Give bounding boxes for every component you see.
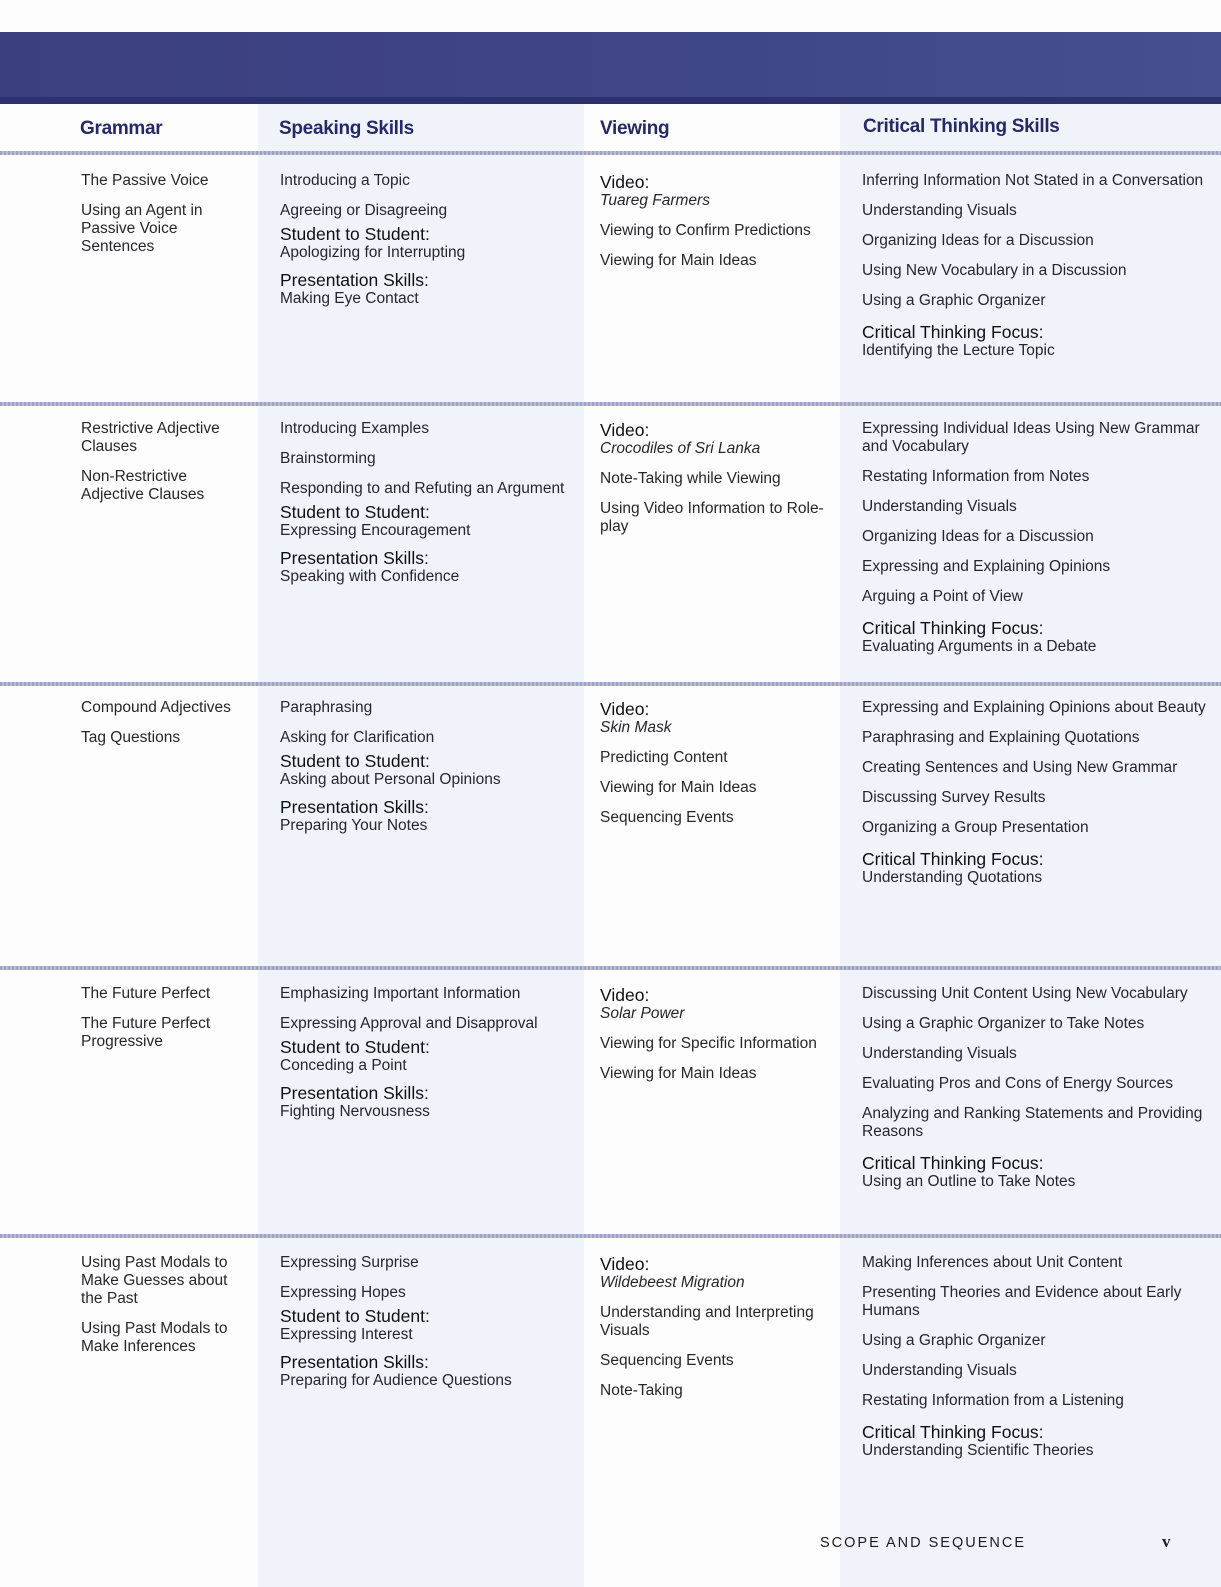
grammar-cell — [81, 985, 251, 1063]
video-title: Wildebeest Migration — [600, 1274, 745, 1291]
critical-focus-value: Understanding Scientific Theories — [862, 1442, 1094, 1459]
viewing-cell — [600, 985, 830, 1095]
critical-focus-value: Understanding Quotations — [862, 869, 1043, 886]
critical-thinking-item: Using a Graphic Organizer to Take Notes — [862, 1015, 1145, 1032]
critical-thinking-item: Arguing a Point of View — [862, 588, 1023, 605]
speaking-cell — [280, 985, 580, 1129]
critical-thinking-cell — [862, 699, 1217, 895]
grammar-item: Using Past Modals to Make Guesses about the Past — [81, 1254, 228, 1307]
speaking-cell — [280, 699, 580, 843]
critical-thinking-item: Making Inferences about Unit Content — [862, 1254, 1123, 1271]
viewing-item: Using Video Information to Role-play — [600, 500, 824, 535]
critical-thinking-item: Using New Vocabulary in a Discussion — [862, 262, 1127, 279]
presentation-skills-label: Presentation Skills: — [280, 797, 429, 817]
speaking-item: Brainstorming — [280, 450, 376, 467]
header-banner — [0, 32, 1221, 104]
critical-thinking-item: Creating Sentences and Using New Grammar — [862, 759, 1178, 776]
speaking-item: Emphasizing Important Information — [280, 985, 521, 1002]
speaking-item: Expressing Surprise — [280, 1254, 419, 1271]
critical-thinking-item: Organizing a Group Presentation — [862, 819, 1089, 836]
grammar-item: Using Past Modals to Make Inferences — [81, 1320, 228, 1355]
speaking-cell — [280, 172, 580, 316]
student-to-student-label: Student to Student: — [280, 224, 430, 244]
video-label: Video: — [600, 172, 650, 192]
viewing-cell — [600, 699, 830, 839]
grammar-cell — [81, 699, 251, 759]
header-divider — [0, 151, 1221, 155]
critical-focus-value: Identifying the Lecture Topic — [862, 342, 1055, 359]
speaking-item: Paraphrasing — [280, 699, 373, 716]
column-header-critical: Critical Thinking Skills — [863, 116, 1060, 137]
critical-thinking-item: Understanding Visuals — [862, 202, 1017, 219]
video-label: Video: — [600, 699, 650, 719]
grammar-item: The Passive Voice — [81, 172, 209, 189]
column-header-grammar: Grammar — [80, 118, 163, 139]
speaking-cell — [280, 420, 580, 594]
column-header-speaking: Speaking Skills — [279, 118, 414, 139]
presentation-skills-value: Making Eye Contact — [280, 290, 419, 307]
footer-section-title: SCOPE AND SEQUENCE — [820, 1535, 1027, 1551]
student-to-student-label: Student to Student: — [280, 1306, 430, 1326]
critical-focus-label: Critical Thinking Focus: — [862, 618, 1044, 638]
student-to-student-value: Conceding a Point — [280, 1057, 407, 1074]
speaking-item: Expressing Approval and Disapproval — [280, 1015, 538, 1032]
presentation-skills-label: Presentation Skills: — [280, 1083, 429, 1103]
critical-thinking-cell — [862, 985, 1217, 1199]
critical-thinking-cell — [862, 172, 1217, 368]
critical-focus-value: Evaluating Arguments in a Debate — [862, 638, 1097, 655]
critical-thinking-cell — [862, 420, 1217, 664]
speaking-item: Introducing Examples — [280, 420, 430, 437]
presentation-skills-label: Presentation Skills: — [280, 1352, 429, 1372]
speaking-item: Responding to and Refuting an Argument — [280, 480, 565, 497]
viewing-item: Viewing for Main Ideas — [600, 252, 757, 269]
presentation-skills-value: Preparing Your Notes — [280, 817, 428, 834]
speaking-item: Agreeing or Disagreeing — [280, 202, 448, 219]
viewing-item: Predicting Content — [600, 749, 728, 766]
critical-thinking-item: Restating Information from Notes — [862, 468, 1090, 485]
presentation-skills-label: Presentation Skills: — [280, 548, 429, 568]
column-header-viewing: Viewing — [600, 118, 670, 139]
critical-thinking-item: Restating Information from a Listening — [862, 1392, 1124, 1409]
critical-thinking-item: Understanding Visuals — [862, 498, 1017, 515]
critical-thinking-item: Presenting Theories and Evidence about Early Humans — [862, 1284, 1182, 1319]
grammar-cell — [81, 172, 251, 268]
viewing-cell — [600, 172, 830, 282]
presentation-skills-value: Speaking with Confidence — [280, 568, 460, 585]
grammar-cell — [81, 1254, 251, 1368]
critical-thinking-item: Organizing Ideas for a Discussion — [862, 232, 1094, 249]
column-header-row — [0, 104, 1221, 154]
critical-thinking-item: Expressing Individual Ideas Using New Grammar and Vocabulary — [862, 420, 1200, 455]
critical-thinking-item: Using a Graphic Organizer — [862, 292, 1046, 309]
video-title: Solar Power — [600, 1005, 685, 1022]
student-to-student-label: Student to Student: — [280, 1037, 430, 1057]
grammar-cell — [81, 420, 251, 516]
critical-focus-label: Critical Thinking Focus: — [862, 1422, 1044, 1442]
grammar-item: The Future Perfect Progressive — [81, 1015, 211, 1050]
critical-thinking-item: Understanding Visuals — [862, 1045, 1017, 1062]
video-title: Tuareg Farmers — [600, 192, 710, 209]
page-number: v — [1162, 1532, 1171, 1551]
row-divider — [0, 402, 1221, 406]
viewing-cell — [600, 1254, 830, 1412]
viewing-item: Viewing for Main Ideas — [600, 1065, 757, 1082]
viewing-cell — [600, 420, 830, 548]
video-title: Crocodiles of Sri Lanka — [600, 440, 761, 457]
student-to-student-value: Expressing Interest — [280, 1326, 413, 1343]
critical-focus-label: Critical Thinking Focus: — [862, 1153, 1044, 1173]
student-to-student-value: Asking about Personal Opinions — [280, 771, 501, 788]
grammar-item: The Future Perfect — [81, 985, 211, 1002]
viewing-item: Viewing for Main Ideas — [600, 779, 757, 796]
student-to-student-label: Student to Student: — [280, 751, 430, 771]
grammar-item: Non-Restrictive Adjective Clauses — [81, 468, 205, 503]
critical-thinking-item: Expressing and Explaining Opinions — [862, 558, 1111, 575]
speaking-item: Introducing a Topic — [280, 172, 410, 189]
speaking-cell — [280, 1254, 580, 1398]
critical-thinking-item: Paraphrasing and Explaining Quotations — [862, 729, 1140, 746]
student-to-student-label: Student to Student: — [280, 502, 430, 522]
critical-thinking-item: Organizing Ideas for a Discussion — [862, 528, 1094, 545]
video-label: Video: — [600, 985, 650, 1005]
video-title: Skin Mask — [600, 719, 672, 736]
critical-focus-value: Using an Outline to Take Notes — [862, 1173, 1076, 1190]
critical-thinking-item: Inferring Information Not Stated in a Conversation — [862, 172, 1204, 189]
row-divider — [0, 1234, 1221, 1238]
student-to-student-value: Apologizing for Interrupting — [280, 244, 466, 261]
critical-thinking-item: Expressing and Explaining Opinions about Beauty — [862, 699, 1206, 716]
speaking-item: Asking for Clarification — [280, 729, 435, 746]
row-divider — [0, 966, 1221, 970]
viewing-item: Note-Taking while Viewing — [600, 470, 781, 487]
speaking-item: Expressing Hopes — [280, 1284, 406, 1301]
grammar-item: Compound Adjectives — [81, 699, 231, 716]
row-divider — [0, 682, 1221, 686]
presentation-skills-value: Fighting Nervousness — [280, 1103, 430, 1120]
critical-thinking-item: Evaluating Pros and Cons of Energy Sources — [862, 1075, 1174, 1092]
viewing-item: Note-Taking — [600, 1382, 683, 1399]
viewing-item: Viewing for Specific Information — [600, 1035, 817, 1052]
video-label: Video: — [600, 420, 650, 440]
viewing-item: Sequencing Events — [600, 1352, 734, 1369]
viewing-item: Viewing to Confirm Predictions — [600, 222, 811, 239]
critical-thinking-cell — [862, 1254, 1217, 1468]
grammar-item: Tag Questions — [81, 729, 181, 746]
viewing-item: Understanding and Interpreting Visuals — [600, 1304, 814, 1339]
viewing-item: Sequencing Events — [600, 809, 734, 826]
critical-thinking-item: Using a Graphic Organizer — [862, 1332, 1046, 1349]
presentation-skills-value: Preparing for Audience Questions — [280, 1372, 512, 1389]
grammar-item: Using an Agent in Passive Voice Sentences — [81, 202, 203, 255]
video-label: Video: — [600, 1254, 650, 1274]
student-to-student-value: Expressing Encouragement — [280, 522, 471, 539]
critical-thinking-item: Discussing Survey Results — [862, 789, 1046, 806]
critical-thinking-item: Understanding Visuals — [862, 1362, 1017, 1379]
critical-thinking-item: Discussing Unit Content Using New Vocabulary — [862, 985, 1188, 1002]
critical-thinking-item: Analyzing and Ranking Statements and Providing Reasons — [862, 1105, 1203, 1140]
critical-focus-label: Critical Thinking Focus: — [862, 322, 1044, 342]
grammar-item: Restrictive Adjective Clauses — [81, 420, 220, 455]
presentation-skills-label: Presentation Skills: — [280, 270, 429, 290]
critical-focus-label: Critical Thinking Focus: — [862, 849, 1044, 869]
